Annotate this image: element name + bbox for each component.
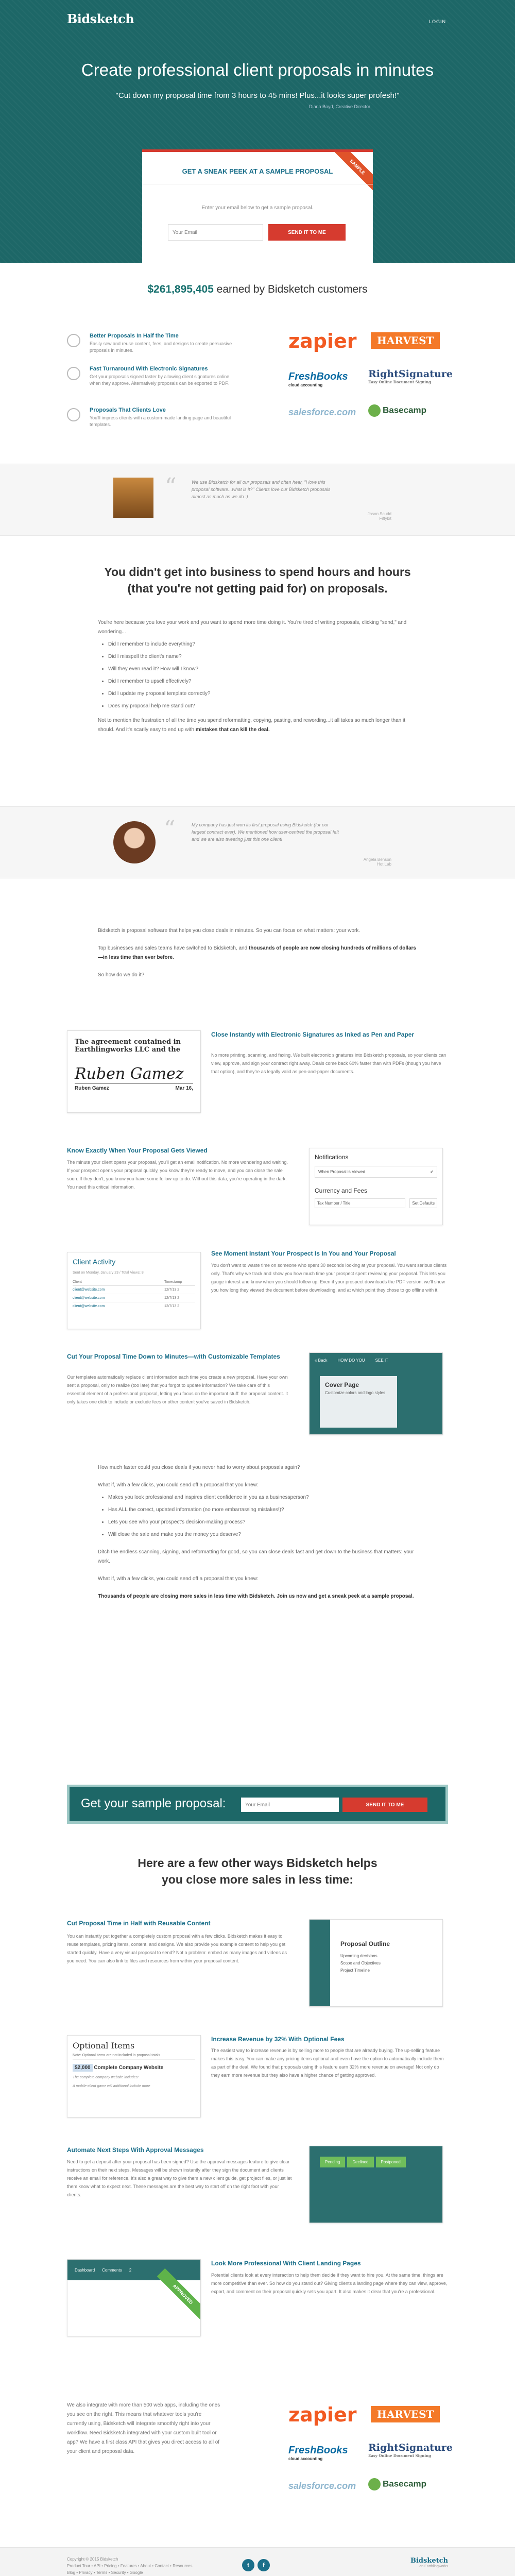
hero-title: Create professional client proposals in minutes (81, 60, 434, 79)
list-item: • Did I update my proposal template correctly? (108, 689, 417, 699)
cta-label: Get your sample proposal: (81, 1797, 226, 1810)
feature-better-proposals (67, 333, 237, 354)
pain-heading: You didn't get into business to spend hours and hours (that you're not getting paid for) on proposals. (104, 565, 411, 595)
basecamp-logo: Basecamp (368, 2478, 426, 2490)
integration-logos-bottom (278, 2403, 453, 2501)
zapier-logo: zapier (288, 330, 357, 352)
send-sample-button[interactable]: SEND IT TO ME (268, 224, 346, 241)
sample-cta-bar (67, 1785, 448, 1824)
rightsignature-logo: RightSignature Easy Online Document Signing (368, 2442, 453, 2458)
testimonial-quote: We use Bidsketch for all our proposals and often hear, "I love this proposal software...what is it?" Clients love our Bidsketch proposals almost as much as we do :) (192, 480, 331, 499)
proposal-outline-mock: Proposal Outline Upcoming decisions Scope and Objectives Project Timeline (309, 1919, 443, 2007)
footer-logo[interactable]: Bidsketch an Earthlingworks (410, 2557, 448, 2568)
facebook-icon[interactable]: f (258, 2559, 270, 2571)
feature-desc: You'll impress clients with a custom-made landing page and beautiful templates. (90, 415, 231, 427)
landing-page-mock: Dashboard Comments 2 APPROVED (67, 2259, 201, 2336)
list-item: • Did I misspell the client's name? (108, 652, 417, 662)
signup-card (142, 149, 373, 263)
basecamp-icon (368, 404, 381, 417)
freshbooks-logo: FreshBooks cloud accounting (288, 2445, 348, 2461)
feature-title: Automate Next Steps With Approval Messages (67, 2146, 204, 2154)
testimonial-1 (0, 464, 515, 536)
feature-clients-love (67, 407, 237, 428)
intro-body: Bidsketch is proposal software that helps you close deals in minutes. So you can focus on what matters: your work. Top businesses and sales teams have switched to Bidsketch, and thousands of people are now closing hundreds of millions of dollars—in less time than ever before. So how do we do it? (98, 928, 416, 978)
list-item: • Will they even read it? How will I know? (108, 665, 417, 674)
zapier-logo: zapier (288, 2403, 357, 2426)
feature-title: Cut Proposal Time in Half with Reusable Content (67, 1920, 211, 1927)
tab-postponed[interactable]: Postponed (376, 2157, 406, 2167)
table-row: client@website.com 12/7/13 2 (73, 1304, 180, 1308)
earnings-label: earned by Bidsketch customers (213, 283, 368, 295)
feature-title: Better Proposals In Half the Time (90, 333, 179, 339)
list-item: • Lets you see who your prospect's decision-making process? (108, 1518, 417, 1527)
approval-mock (309, 2146, 443, 2223)
freshbooks-logo: FreshBooks cloud accounting (288, 371, 348, 387)
set-defaults-button[interactable]: Set Defaults (409, 1198, 437, 1208)
templates-mock: « Back HOW DO YOU SEE IT Cover Page Customize colors and logo styles (309, 1352, 443, 1435)
bidsketch-logo[interactable]: Bidsketch (67, 11, 134, 26)
list-item: • Does my proposal help me stand out? (108, 702, 417, 711)
earnings-amount: $261,895,405 (147, 283, 214, 295)
signup-heading: GET A SNEAK PEEK AT A SAMPLE PROPOSAL (182, 167, 333, 175)
tab-pending[interactable]: Pending (320, 2157, 345, 2167)
feature-desc: Potential clients look at every interaction to help them decide if they want to hire you. At the same time, things are more competitive than ever. So how do you stand out? Giving clients a landing page where they can view, approve, export, and comment on their proposal quickly sets you apart. It also makes it clear that you're a professional. (211, 2273, 448, 2294)
signup-subtext: Enter your email below to get a sample proposal. (201, 205, 314, 211)
feature-desc: The minute your client opens your proposal, you'll get an email notification. No more wondering and waiting. If your prospect opens your proposal quickly, you know they're ready to move, and you can close the sale soon. If they don't, you know you have some follow-up to do. Without this data, you're operating in the dark. You need this critical information. (67, 1160, 288, 1190)
integration-text: We also integrate with more than 500 web apps, including the ones you see on the right. This means that whatever tools you're currently using, Bidsketch will integrate smoothly right into your workflow. Need Bidsketch integrated with your custom built tool or app? We have a first class API that gives you direct access to all of your client and proposal data. (67, 2402, 220, 2454)
list-item: • Did I remember to upsell effectively? (108, 677, 417, 686)
harvest-logo: HARVEST (371, 2406, 440, 2422)
feature-desc: You can instantly put together a completely custom proposal with a few clicks. Bidsketch makes it easy to reuse templates, pricing items, content, and designs. We also provide you example content to help you get started quickly. Have a very visual proposal to send? Not a problem: embed as many images and videos as you need. You can also link to files and resources from within your proposal content. (67, 1934, 287, 1963)
footer-links: Copyright © 2015 Bidsketch Product Tour • API • Pricing • Features • About • Contact • Resources Blog • Privacy • Terms • Security • Google (67, 2557, 193, 2575)
rightsignature-logo: RightSignature Easy Online Document Signing (368, 368, 453, 384)
feature-title: Increase Revenue by 32% With Optional Fees (211, 2036, 345, 2043)
email-field[interactable] (241, 1798, 339, 1812)
pain-list (108, 640, 417, 711)
approved-ribbon: APPROVED (157, 2268, 201, 2320)
salesforce-logo: salesforce.com (288, 407, 356, 417)
basecamp-logo: Basecamp (368, 404, 426, 417)
avatar (113, 478, 153, 518)
feature-title: Know Exactly When Your Proposal Gets Viewed (67, 1147, 208, 1154)
feature-title: Look More Professional With Client Landing Pages (211, 2260, 361, 2267)
basecamp-icon (368, 2478, 381, 2490)
feature-desc: Get your proposals signed faster by allowing client signatures online when they approve. Alternatively proposals can be exported to PDF. (90, 374, 230, 386)
more-heading: Here are a few other ways Bidsketch helps you close more sales in less time: (138, 1856, 377, 1886)
testimonial-author: Jason Scudd Fiftybit (367, 512, 391, 521)
send-sample-button[interactable]: SEND IT TO ME (342, 1798, 427, 1812)
feature-title: See Moment Instant Your Prospect Is In You and Your Proposal (211, 1250, 396, 1257)
footer (0, 2547, 515, 2576)
feature-signatures (67, 366, 237, 387)
feature-desc: Easily sew and reuse content, fees, and designs to create persuasive proposals in minutes. (90, 341, 232, 353)
avatar (113, 821, 156, 863)
testimonial-quote: My company has just won its first proposal using Bidsketch (for our largest contract ever). We mentioned how user-centred the proposal felt and we are also tweeting just this one client! (192, 822, 339, 842)
integration-logos-top (278, 330, 453, 428)
feature-desc: The easiest way to increase revenue is by selling more to people that are already buying. The up-selling feature makes this easy. You can make any pricing items optional and even have the option to automatically include them as part of the deal. We found that proposals using this feature earn 32% more revenue on average! Not only do they earn more revenue but they also have a higher chance of getting approved. (211, 2048, 444, 2078)
quote-icon: “ (165, 473, 177, 500)
testimonial-author: Angela Benson Hot Lab (363, 857, 391, 867)
hero-quote: "Cut down my proposal time from 3 hours to 45 mins! Plus...it looks super profesh!" (115, 91, 400, 100)
feature-title: Cut Your Proposal Time Down to Minutes—with Customizable Templates (67, 1353, 280, 1360)
feature-desc: You don't want to waste time on someone who spent 30 seconds looking at your proposal. You want serious clients only. That's why we track and show you how much time your prospect spent reviewing your proposal. This lets you gauge interest and know when you should follow up. Even if your prospect downloads the PDF version, we'll show you how long they viewed the document before downloading, and at which point they chose to go offline with it. (211, 1263, 447, 1293)
hero (0, 0, 515, 263)
client-activity-mock: Client Activity Sent on Monday, January 23 / Total Views: 8 Client Timestamp client@website.com 12/7/13 2 client@website.com 12/7/13 2 client@website.com 12/7/13 2 (67, 1252, 201, 1329)
list-item: • Has ALL the correct, updated information (no more embarrassing mistakes!)? (108, 1505, 417, 1515)
feature-title: Proposals That Clients Love (90, 407, 166, 413)
harvest-logo: HARVEST (371, 332, 440, 349)
quote-icon: “ (164, 816, 176, 842)
checkbox-icon[interactable]: ✔ (430, 1170, 434, 1174)
hero-attribution: Diana Boyd, Creative Director (309, 104, 371, 109)
tab-declined[interactable]: Declined (347, 2157, 373, 2167)
pain-body: You're here because you love your work and you want to spend more time doing it. You're tired of writing proposals, clicking "send," and wondering... • Did I remember to include everything? • Did I misspell the client's name? • Will they even read it? How will I know? • Did I remember to upsell effectively? • Did I update my proposal template correctly? • Does my proposal help me stand out? Not to mention the frustration of all the time you spend reformatting, copying, pasting, and rewording...it all takes so much longer than it should. And it's scarily easy to end up with mistakes that can kill the deal. (98, 618, 417, 735)
feature-desc: No more printing, scanning, and faxing. We built electronic signatures into Bidsketch proposals, so your clients can view, approve, and sign your contract right away. Deals come back 60% faster than with PDFs (though you have that option), and they're as legally valid as pen-and-paper documents. (211, 1053, 447, 1074)
earnings-stat (0, 283, 515, 296)
salesforce-logo: salesforce.com (288, 2481, 356, 2491)
email-field[interactable] (168, 224, 263, 241)
sample-ribbon: SAMPLE (332, 149, 373, 193)
list-item: • Did I remember to include everything? (108, 640, 417, 649)
signature-mock: The agreement contained in Earthlingworks LLC and the Ruben Gamez Ruben Gamez Mar 16, (67, 1030, 201, 1113)
feature-title: Fast Turnaround With Electronic Signatures (90, 366, 208, 372)
list-item: • Will close the sale and make you the money you deserve? (108, 1530, 417, 1539)
table-row: client@website.com 12/7/13 2 (73, 1286, 195, 1294)
testimonial-2 (0, 806, 515, 878)
feature-desc: Need to get a deposit after your proposal has been signed? Use the approval messages feature to give clear instructions on their next steps. Messages will be shown instantly after they sign the document and clients receive an email for reference. It's also a great way to give them a new client guide, get project files, or just let them know what to expect next. These messages are the best way to start off on the right foot with your clients. (67, 2159, 292, 2197)
notifications-mock: Notifications When Proposal is Viewed ✔ Currency and Fees Tax Number / Title Set Defaults (309, 1148, 443, 1225)
feature-desc: Our templates automatically replace client information each time you create a new proposal. Have your own sent a proposal, only to realize (too late) that you forgot to update information? We take care of this essential element of a professional proposal, letting you focus on the important stuff: the proposal content. It only takes one click to include or exclude fees or other content you've saved in Bidsketch. (67, 1375, 288, 1404)
table-row: client@website.com 12/7/13 2 (73, 1294, 195, 1302)
signature: Ruben Gamez (75, 1065, 193, 1083)
clock-icon (67, 334, 80, 347)
signature-icon (67, 367, 80, 380)
optional-items-mock: Optional Items Note: Optional items are not included in proposal totals $2,000 Complete Company Website The complete company website includes: A mobile-client game will additional include more (67, 2035, 201, 2117)
twitter-icon[interactable]: t (242, 2559, 254, 2571)
closing-body: How much faster could you close deals if you never had to worry about proposals again? What if, with a few clicks, you could send off a proposal that you knew: • Makes you look professional and inspires client confidence in you as a businessperson? • Has ALL the correct, updated information (no more embarrassing mistakes!)? • Lets you see who your prospect's decision-making process? • Will close the sale and make you the money you deserve? Ditch the endless scanning, signing, and reformatting for good, so you can close deals fast and get down to the business that matters: your work. What if, with a few clicks, you could send off a proposal that you knew: Thousands of people are closing more sales in less time with Bidsketch. Join us now and get a sneak peek at a sample proposal. (98, 1463, 417, 1601)
feature-title: Close Instantly with Electronic Signatures as Inked as Pen and Paper (211, 1031, 415, 1038)
heart-icon (67, 408, 80, 421)
list-item: • Makes you look professional and inspires client confidence in you as a businessperson? (108, 1493, 417, 1502)
login-link[interactable]: LOGIN (429, 19, 447, 24)
